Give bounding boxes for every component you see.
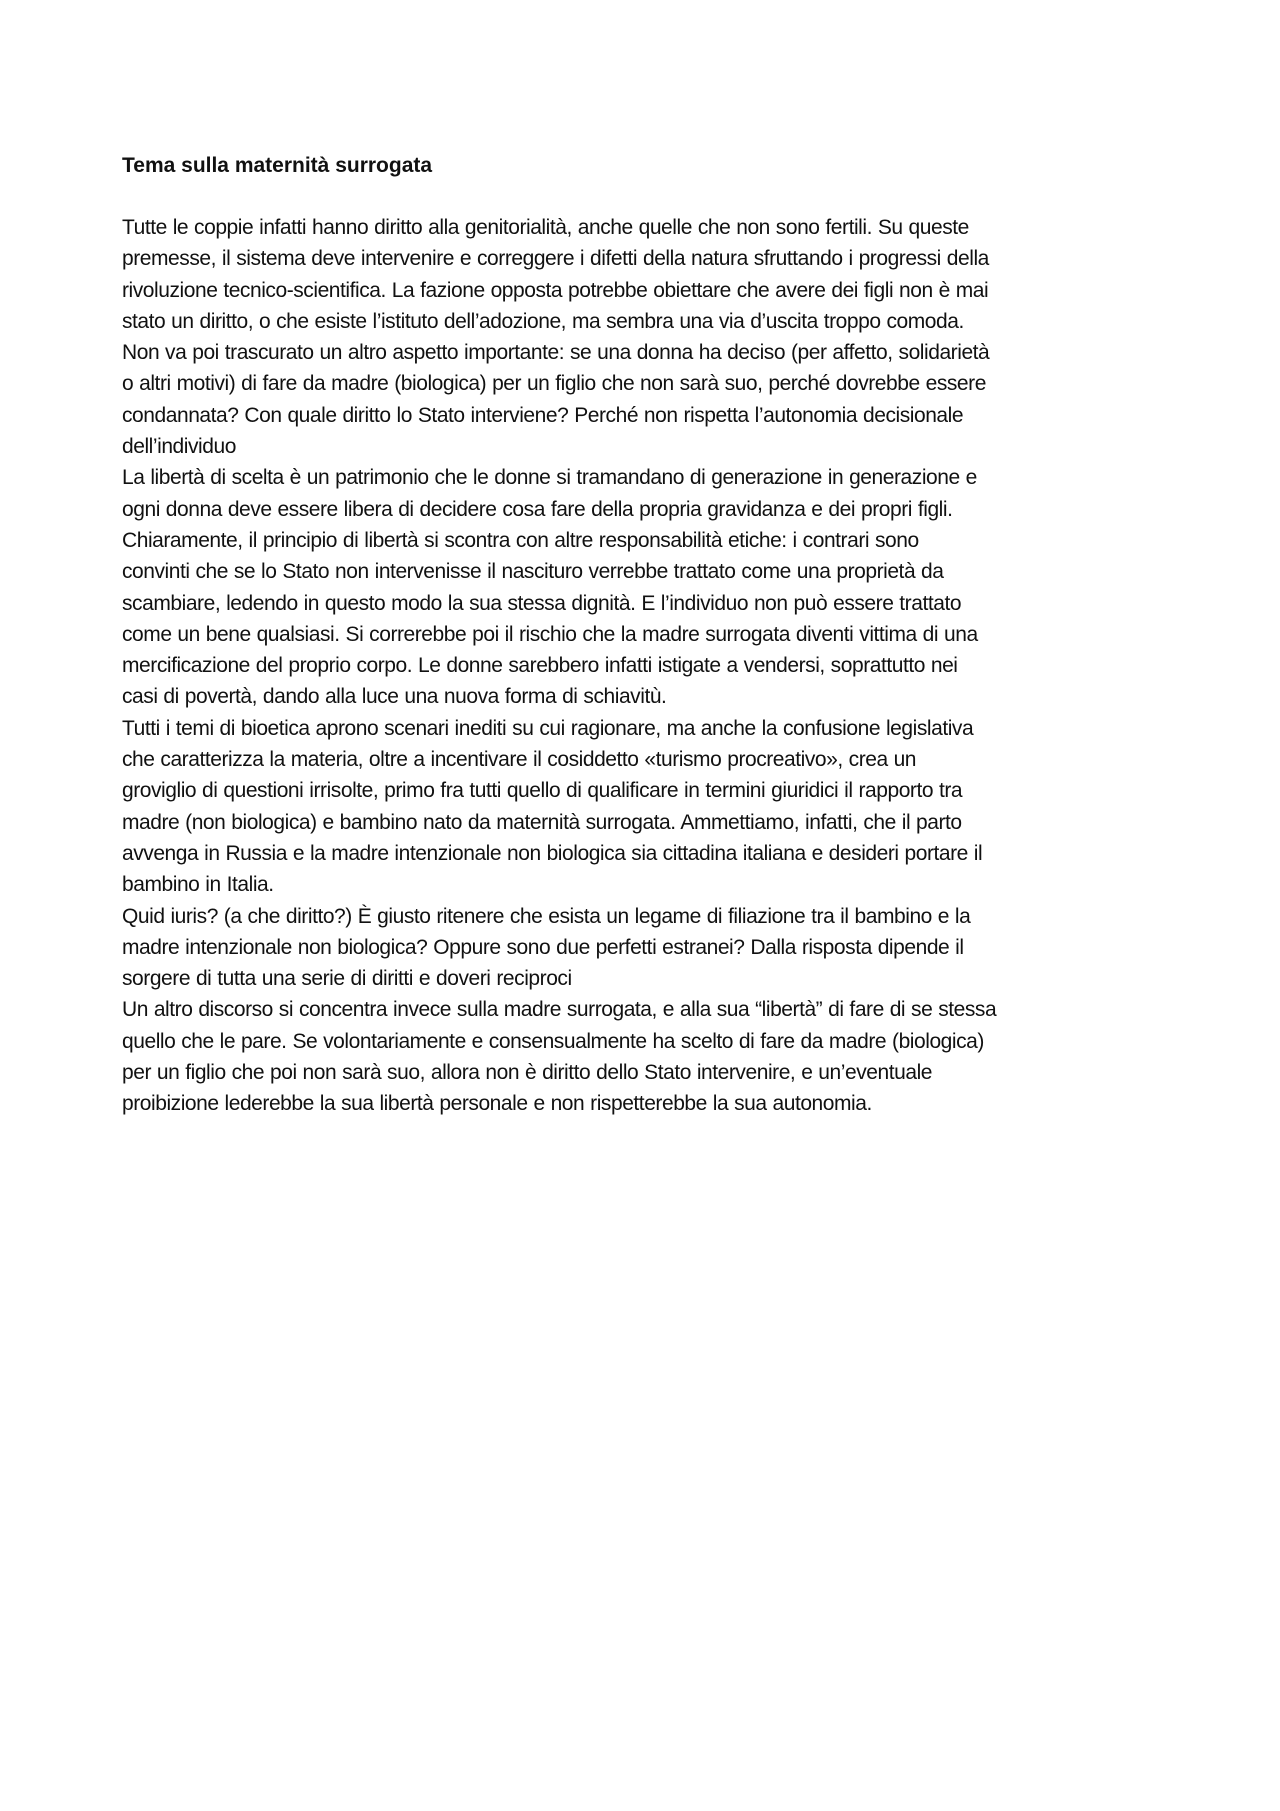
- text-line: bambino in Italia.: [122, 873, 274, 897]
- text-line: madre (non biologica) e bambino nato da maternità surrogata. Ammettiamo, infatti, che il parto: [122, 810, 962, 834]
- text-line: premesse, il sistema deve intervenire e correggere i difetti della natura sfruttando i progressi della: [122, 247, 989, 271]
- text-line: casi di povertà, dando alla luce una nuova forma di schiavitù.: [122, 685, 667, 709]
- text-line: Tutti i temi di bioetica aprono scenari inediti su cui ragionare, ma anche la confusione legislativa: [122, 716, 974, 740]
- text-line: Un altro discorso si concentra invece sulla madre surrogata, e alla sua “libertà” di fare di se stessa: [122, 998, 997, 1022]
- text-line: Tutte le coppie infatti hanno diritto alla genitorialità, anche quelle che non sono fertili. Su queste: [122, 216, 969, 239]
- text-line: groviglio di questioni irrisolte, primo fra tutti quello di qualificare in termini giuridici il rapporto tra: [122, 779, 963, 803]
- paragraph-5: [122, 994, 1162, 1119]
- text-line: proibizione lederebbe la sua libertà personale e non rispetterebbe la sua autonomia.: [122, 1092, 872, 1116]
- text-line: per un figlio che poi non sarà suo, allora non è diritto dello Stato intervenire, e un’eventuale: [122, 1061, 933, 1085]
- text-line: mercificazione del proprio corpo. Le donne sarebbero infatti istigate a vendersi, soprattutto nei: [122, 654, 958, 678]
- text-line: come un bene qualsiasi. Si correrebbe poi il rischio che la madre surrogata diventi vittima di una: [122, 622, 978, 646]
- text-line: dell’individuo: [122, 435, 236, 459]
- text-line: Quid iuris? (a che diritto?) È giusto ritenere che esista un legame di filiazione tra il bambino e la: [122, 904, 971, 928]
- text-line: che caratterizza la materia, oltre a incentivare il cosiddetto «turismo procreativo», crea un: [122, 748, 917, 772]
- text-line: stato un diritto, o che esiste l’istituto dell’adozione, ma sembra una via d’uscita troppo comoda.: [122, 309, 964, 333]
- text-line: La libertà di scelta è un patrimonio che le donne si tramandano di generazione in generazione e: [122, 466, 977, 490]
- text-line: rivoluzione tecnico-scientifica. La fazione opposta potrebbe obiettare che avere dei figli non è mai: [122, 278, 989, 302]
- text-line: sorgere di tutta una serie di diritti e doveri reciproci: [122, 967, 572, 991]
- paragraph-2: [122, 462, 1162, 712]
- text-line: scambiare, ledendo in questo modo la sua stessa dignità. E l’individuo non può essere trattato: [122, 591, 962, 615]
- text-line: condannata? Con quale diritto lo Stato interviene? Perché non rispetta l’autonomia decisionale: [122, 403, 964, 427]
- document-body: [122, 150, 1162, 1120]
- text-line: convinti che se lo Stato non intervenisse il nascituro verrebbe trattato come una proprietà da: [122, 560, 944, 584]
- paragraph-1: [122, 212, 1162, 462]
- text-line: Non va poi trascurato un altro aspetto importante: se una donna ha deciso (per affetto, solidarietà: [122, 341, 990, 365]
- document-title: Tema sulla maternità surrogata: [122, 154, 433, 177]
- paragraph-3: [122, 713, 1162, 901]
- text-line: madre intenzionale non biologica? Oppure sono due perfetti estranei? Dalla risposta dipende il: [122, 935, 964, 959]
- text-line: quello che le pare. Se volontariamente e consensualmente ha scelto di fare da madre (biologica): [122, 1029, 984, 1053]
- text-line: avvenga in Russia e la madre intenzionale non biologica sia cittadina italiana e desideri portare il: [122, 841, 983, 865]
- text-line: Chiaramente, il principio di libertà si scontra con altre responsabilità etiche: i contrari sono: [122, 528, 919, 552]
- text-line: ogni donna deve essere libera di decidere cosa fare della propria gravidanza e dei propri figli.: [122, 497, 953, 521]
- paragraph-4: [122, 901, 1162, 995]
- text-line: o altri motivi) di fare da madre (biologica) per un figlio che non sarà suo, perché dovrebbe essere: [122, 372, 986, 396]
